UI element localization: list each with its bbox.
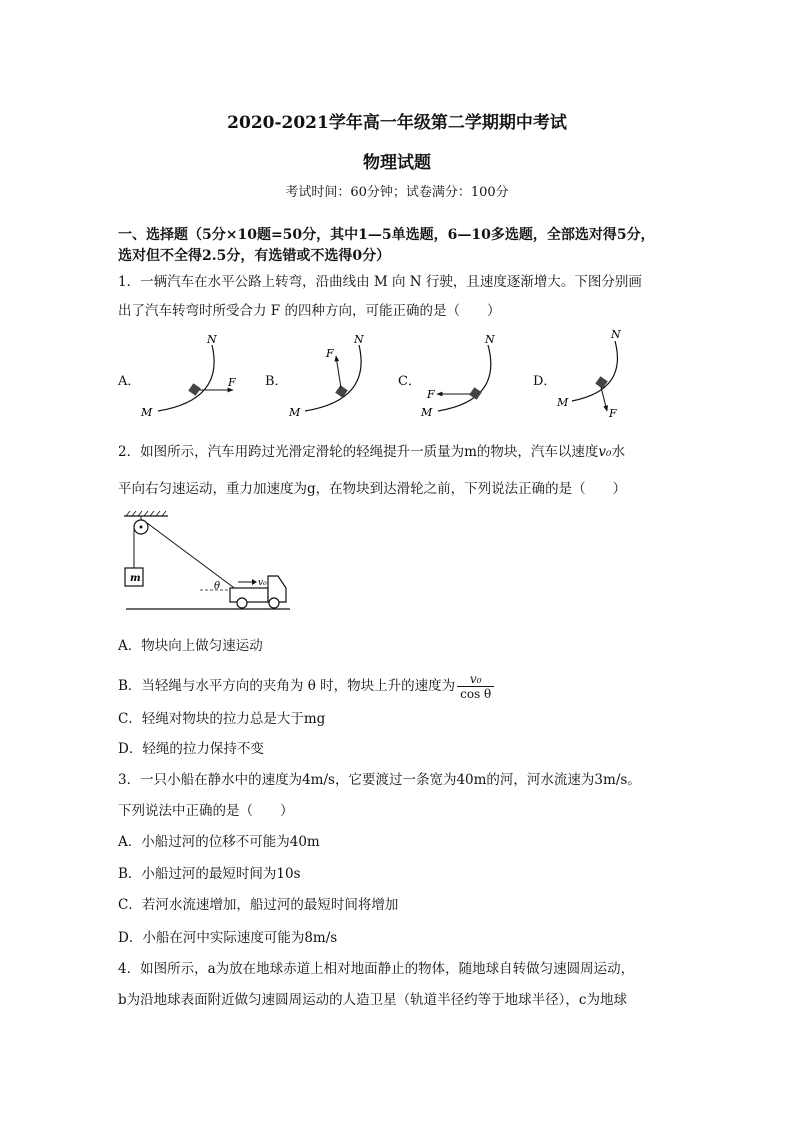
page-title: 2020-2021学年高一年级第二学期期中考试 xyxy=(227,113,567,133)
q4-stem-line1: 4．如图所示，a为放在地球赤道上相对地面静止的物体，随地球自转做匀速圆周运动， xyxy=(118,961,635,977)
q2-figure-mass-label: m xyxy=(130,573,141,584)
q2-option-b-fraction xyxy=(457,672,494,701)
q1-stem-line1: 1．一辆汽车在水平公路上转弯，沿曲线由 M 向 N 行驶，且速度逐渐增大。下图分别画 xyxy=(118,274,642,290)
q1-figure-d xyxy=(556,328,621,420)
q2-stem-line1 xyxy=(118,440,625,460)
section-heading-line2: 选对但不全得2.5分，有选错或不选得0分） xyxy=(118,248,391,264)
q4-stem-line2: b为沿地球表面附近做匀速圆周运动的人造卫星（轨道半径约等于地球半径），c为地球 xyxy=(118,992,627,1008)
section-heading-line1: 一、选择题（5分×10题=50分，其中1—5单选题，6—10多选题，全部选对得5分， xyxy=(118,227,655,243)
q1-option-b-label: B． xyxy=(265,374,288,389)
q2-option-c: C．轻绳对物块的拉力总是大于mg xyxy=(118,711,326,727)
q1-figure-b xyxy=(288,333,364,419)
q3-option-d: D．小船在河中实际速度可能为8m/s xyxy=(118,930,338,946)
q1-d-label-m: M xyxy=(557,396,569,409)
q3-option-c: C．若河水流速增加，船过河的最短时间将增加 xyxy=(118,897,399,913)
q1-d-label-f: F xyxy=(609,407,617,420)
q1-option-a-label: A． xyxy=(118,374,141,389)
q1-b-label-f: F xyxy=(326,347,334,360)
q3-stem-line1: 3．一只小船在静水中的速度为4m/s，它要渡过一条宽为40m的河，河水流速为3m/s。 xyxy=(118,772,641,788)
q2-option-b-denominator: cos θ xyxy=(460,687,492,701)
q1-a-label-f: F xyxy=(228,376,236,389)
q2-figure xyxy=(120,508,300,618)
exam-info: 考试时间：60分钟；试卷满分：100分 xyxy=(285,185,509,200)
q1-a-label-n: N xyxy=(207,333,217,346)
q1-b-label-m: M xyxy=(289,406,301,419)
q2-stem-line1-b: 水 xyxy=(611,444,625,460)
q2-option-a: A．物块向上做匀速运动 xyxy=(118,638,263,654)
q1-figure-a xyxy=(140,333,236,419)
q3-option-a: A．小船过河的位移不可能为40m xyxy=(118,834,320,850)
q1-b-label-n: N xyxy=(354,333,364,346)
q2-option-b xyxy=(118,672,494,701)
q1-c-label-f: F xyxy=(427,388,435,401)
q2-figure-theta-label: θ xyxy=(214,581,221,592)
page-subtitle: 物理试题 xyxy=(363,153,431,173)
q1-c-label-n: N xyxy=(485,333,495,346)
q1-option-c-label: C． xyxy=(398,374,421,389)
q1-option-d-label: D． xyxy=(533,374,557,389)
q3-stem-line2: 下列说法中正确的是（ ） xyxy=(118,803,294,819)
q2-option-b-text: B．当轻绳与水平方向的夹角为 θ 时，物块上升的速度为 xyxy=(118,678,456,694)
q2-stem-line1-a: 2．如图所示，汽车用跨过光滑定滑轮的轻绳提升一质量为m的物块，汽车以速度 xyxy=(118,444,599,460)
q3-option-b: B．小船过河的最短时间为10s xyxy=(118,866,301,882)
q2-option-b-numerator: v₀ xyxy=(457,672,494,687)
q1-stem-line2: 出了汽车转弯时所受合力 F 的四种方向，可能正确的是（ ） xyxy=(118,303,501,319)
q2-option-d: D．轻绳的拉力保持不变 xyxy=(118,741,264,757)
q1-d-label-n: N xyxy=(611,328,621,341)
q2-stem-line2: 平向右匀速运动，重力加速度为g，在物块到达滑轮之前，下列说法正确的是（ ） xyxy=(118,481,627,497)
q1-c-label-m: M xyxy=(421,406,433,419)
q1-figure-c xyxy=(420,333,495,419)
q1-a-label-m: M xyxy=(141,406,153,419)
q2-stem-v0: v₀ xyxy=(598,444,612,460)
q2-figure-v0-label: v₀ xyxy=(258,578,267,588)
